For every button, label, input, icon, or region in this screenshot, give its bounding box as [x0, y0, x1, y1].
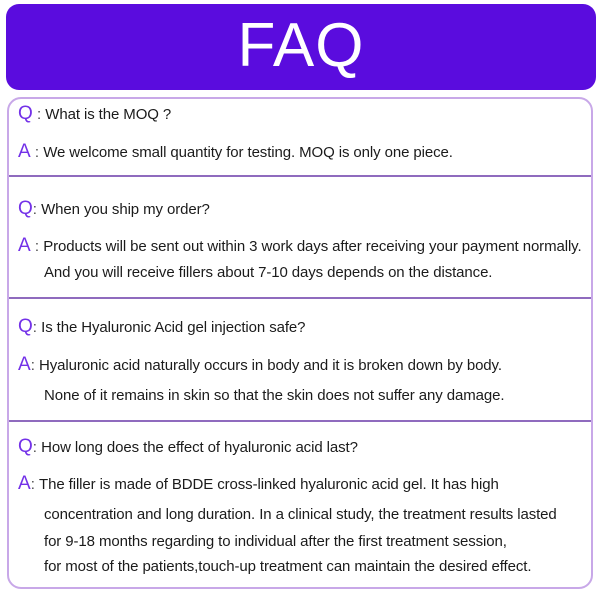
faq4-answer-row — [18, 474, 499, 495]
faq4-question-row — [18, 437, 358, 458]
faq2-answer-text: Products will be sent out within 3 work days after receiving your payment normally. — [43, 238, 582, 255]
faq1-answer-row — [18, 142, 453, 163]
faq3-q-label: Q — [18, 316, 33, 337]
faq4-q-label: Q — [18, 436, 33, 457]
faq4-q-colon: : — [32, 439, 42, 456]
faq2-q-label: Q — [18, 198, 33, 219]
faq4-answer-line3: for 9-18 months regarding to individual after the first treatment session, — [44, 533, 507, 550]
faq2-answer-line2: And you will receive fillers about 7-10 days depends on the distance. — [44, 264, 493, 281]
faq1-question-text: What is the MOQ ? — [45, 106, 172, 123]
faq2-question-text: When you ship my order? — [41, 201, 210, 218]
faq3-answer-row — [18, 355, 502, 376]
section-divider-1 — [9, 175, 591, 177]
faq3-a-colon: : — [30, 357, 40, 374]
faq2-a-colon: : — [30, 238, 44, 255]
faq1-q-label: Q — [18, 103, 33, 124]
faq4-answer-line2: concentration and long duration. In a clinical study, the treatment results lasted — [44, 506, 557, 523]
faq3-answer-line2: None of it remains in skin so that the skin does not suffer any damage. — [44, 387, 505, 404]
faq2-answer-row — [18, 236, 582, 257]
faq3-question-row — [18, 317, 305, 338]
faq1-q-colon: : — [32, 106, 46, 123]
faq2-question-row — [18, 199, 210, 220]
faq4-a-colon: : — [30, 476, 40, 493]
faq4-answer-line4: for most of the patients,touch-up treatment can maintain the desired effect. — [44, 558, 532, 575]
page-title: FAQ — [237, 11, 365, 80]
faq3-a-label: A — [18, 354, 31, 375]
faq3-question-text: Is the Hyaluronic Acid gel injection safe? — [41, 319, 306, 336]
faq4-a-label: A — [18, 473, 31, 494]
faq1-a-label: A — [18, 141, 31, 162]
faq-header-banner — [6, 4, 596, 90]
section-divider-2 — [9, 297, 591, 299]
faq2-q-colon: : — [32, 201, 42, 218]
faq1-question-row — [18, 104, 171, 125]
faq3-answer-text: Hyaluronic acid naturally occurs in body and it is broken down by body. — [39, 357, 502, 374]
faq4-question-text: How long does the effect of hyaluronic acid last? — [41, 439, 358, 456]
section-divider-3 — [9, 420, 591, 422]
faq4-answer-text: The filler is made of BDDE cross-linked hyaluronic acid gel. It has high — [39, 476, 499, 493]
faq1-answer-text: We welcome small quantity for testing. MOQ is only one piece. — [43, 144, 453, 161]
faq2-a-label: A — [18, 235, 31, 256]
faq1-a-colon: : — [30, 144, 44, 161]
faq3-q-colon: : — [32, 319, 42, 336]
